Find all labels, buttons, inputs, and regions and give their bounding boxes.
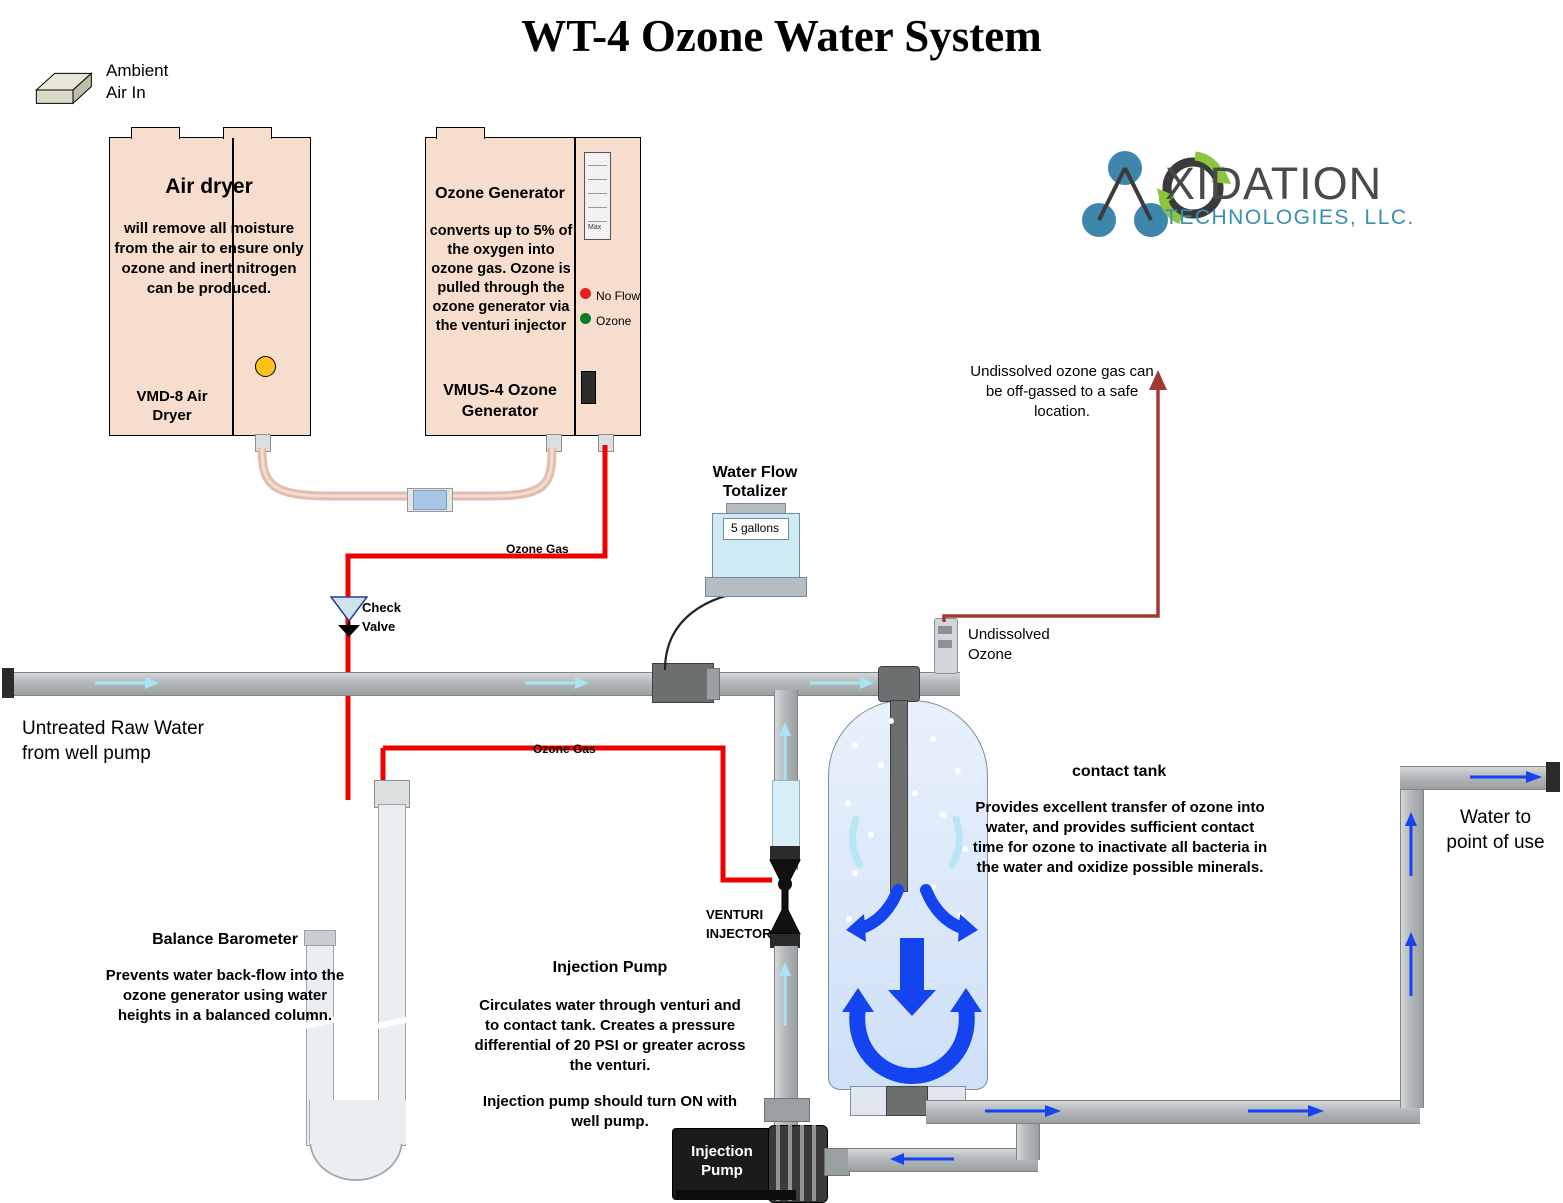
injection-pump-note: Injection pump should turn ON with well pump. [482, 1093, 738, 1130]
ozone-gas-label-top: Ozone Gas [506, 542, 569, 556]
pump-discharge-port [824, 1148, 850, 1176]
meter-max-label: Max [588, 224, 602, 231]
check-valve-line1: Check [362, 600, 402, 615]
ambient-air-line2: Air In [106, 83, 146, 102]
injection-pump-badge [672, 1142, 772, 1180]
check-valve-line2: Valve [362, 619, 396, 634]
balance-barometer-title: Balance Barometer [152, 931, 298, 948]
totalizer-label-line2: Totalizer [722, 483, 788, 500]
off-gas-valve-detail-2 [938, 640, 952, 648]
untreated-line2: from well pump [22, 743, 151, 764]
flow-arrow-2 [525, 676, 595, 690]
totalizer-reading: 5 gallons [730, 521, 780, 535]
injection-pump-description: Circulates water through venturi and to contact tank. Creates a pressure differential of 20 PSI or greater across the venturi. [474, 997, 746, 1074]
page-title: WT-4 Ozone Water System [521, 11, 1042, 61]
off-gas-note: Undissolved ozone gas can be off-gassed to a safe location. [970, 363, 1154, 420]
contact-tank-description: Provides excellent transfer of ozone into water, and provides sufficient contact time for ozone to inactivate all bacteria in the water and oxidize possible minerals. [972, 799, 1268, 876]
logo-text [1165, 158, 1415, 230]
ozone-gas-label-bottom: Ozone Gas [533, 742, 596, 756]
pump-label-line1: Injection [691, 1143, 753, 1160]
air-dryer-model-line2: Dryer [152, 407, 192, 424]
water-to-point-of-use-label [1428, 805, 1563, 855]
ozone-generator-model-line1: VMUS-4 Ozone [443, 382, 557, 399]
air-dryer-title: Air dryer [165, 175, 253, 198]
air-dryer-description: will remove all moisture from the air to ensure only ozone and inert nitrogen can be produced. [114, 220, 304, 297]
venturi-line2: INJECTOR [706, 926, 772, 941]
outlet-flow-arrow-2 [1248, 1104, 1328, 1118]
barometer-right-column [378, 804, 406, 1146]
raw-water-pipe-end-cap [2, 668, 14, 698]
pump-outlet-flange [764, 1098, 810, 1122]
no-flow-led-label: No Flow [596, 289, 641, 303]
logo-tagline: TECHNOLOGIES, LLC. [1165, 206, 1415, 229]
ambient-air-line1: Ambient [106, 61, 169, 80]
tank-inlet-elbow [878, 666, 920, 702]
point-of-use-line2: point of use [1446, 832, 1545, 853]
air-dryer-model-line1: VMD-8 Air [136, 388, 208, 405]
flow-arrow-1 [95, 676, 165, 690]
totalizer-label [690, 463, 820, 501]
pump-label-line2: Pump [701, 1162, 743, 1179]
venturi-injector-label [706, 905, 772, 943]
riser-flow-arrow-2 [1405, 810, 1419, 880]
tank-outlet-fitting [886, 1086, 928, 1116]
barometer-bend-fill [310, 1100, 406, 1144]
undissolved-ozone-label [968, 625, 1050, 665]
venturi-line1: VENTURI [706, 907, 764, 922]
ozone-led-label: Ozone [596, 314, 632, 328]
pump-base [676, 1190, 796, 1200]
undissolved-line2: Ozone [968, 646, 1013, 663]
outlet-flow-arrow-1 [985, 1104, 1065, 1118]
logo-name: XIDATION [1165, 158, 1383, 209]
motor-fin-3 [800, 1125, 804, 1201]
undissolved-line1: Undissolved [968, 626, 1050, 643]
balance-barometer-description: Prevents water back-flow into the ozone generator using water heights in a balanced column. [105, 967, 345, 1024]
totalizer-label-line1: Water Flow [712, 464, 798, 481]
untreated-line1: Untreated Raw Water [22, 718, 204, 739]
totalizer-base [705, 577, 807, 597]
contact-tank-title: contact tank [1072, 763, 1167, 780]
point-of-use-flow-arrow [1470, 770, 1550, 784]
loop-flow-arrow-up-2 [779, 960, 793, 1030]
return-flow-arrow [890, 1152, 960, 1166]
ozone-generator-title: Ozone Generator [435, 185, 565, 202]
injection-pump-title: Injection Pump [552, 959, 668, 976]
ozone-generator-model-line2: Generator [461, 403, 539, 420]
ozone-generator-description: converts up to 5% of the oxygen into ozone gas. Ozone is pulled through the ozone generator via the venturi injector [429, 223, 573, 334]
riser-flow-arrow-1 [1405, 930, 1419, 1000]
tank-flow-arrows-lower [838, 880, 986, 1080]
check-valve-label [362, 598, 401, 636]
point-of-use-line1: Water to [1459, 807, 1532, 828]
flow-arrow-3 [810, 676, 880, 690]
tank-flow-arrows-upper [836, 815, 986, 875]
untreated-raw-water-label [22, 716, 204, 766]
motor-fin-4 [812, 1125, 816, 1201]
venturi-sight-tube [772, 780, 800, 854]
